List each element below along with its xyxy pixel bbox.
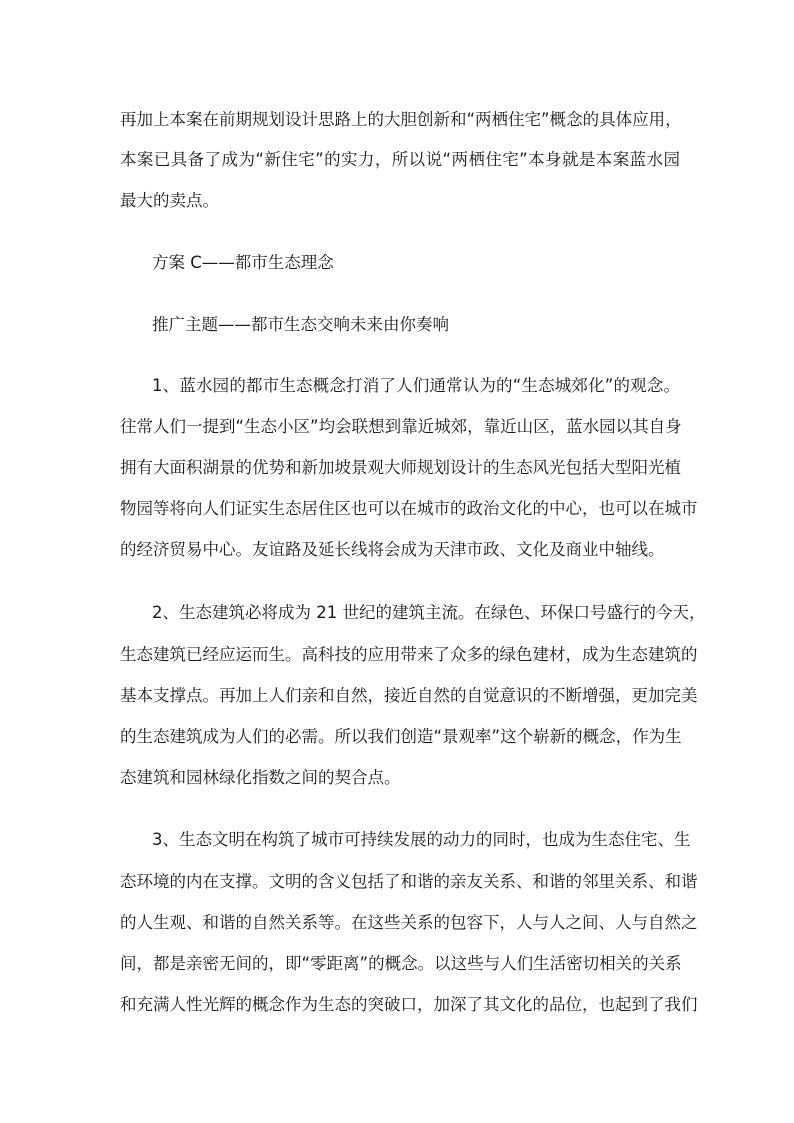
paragraph-2-line-5: 的经济贸易中心。友谊路及延长线将会成为天津市政、文化及商业中轴线。 [120, 540, 665, 559]
paragraph-1-line-2: 本案已具备了成为“新住宅”的实力，所以说“两栖住宅”本身就是本案蓝水园 [120, 150, 680, 169]
paragraph-2-line-3: 拥有大面积湖景的优势和新加坡景观大师规划设计的生态风光包括大型阳光植 [120, 458, 681, 477]
paragraph-2-line-2: 往常人们一提到“生态小区”均会联想到靠近城郊，靠近山区，蓝水园以其自身 [120, 417, 682, 436]
paragraph-4-line-3: 的人生观、和谐的自然关系等。在这些关系的包容下，人与人之间、人与自然之 [120, 913, 698, 932]
paragraph-1-line-1: 再加上本案在前期规划设计思路上的大胆创新和“两栖住宅”概念的具体应用， [120, 110, 682, 129]
paragraph-2-line-1: 1、蓝水园的都市生态概念打消了人们通常认为的“生态城郊化”的观念。 [152, 376, 680, 395]
paragraph-3-line-4: 的生态建筑成为人们的必需。所以我们创造“景观率”这个崭新的概念，作为生 [120, 727, 682, 746]
paragraph-1-line-3: 最大的卖点。 [120, 191, 219, 210]
paragraph-4-line-2: 态环境的内在支撑。文明的含义包括了和谐的亲友关系、和谐的邻里关系、和谐 [120, 872, 698, 891]
paragraph-4-line-1: 3、生态文明在构筑了城市可持续发展的动力的同时，也成为生态住宅、生 [152, 830, 691, 849]
paragraph-4-line-4: 间，都是亲密无间的，即“零距离”的概念。以这些与人们生活密切相关的关系 [120, 954, 682, 973]
paragraph-3-line-1: 2、生态建筑必将成为 21 世纪的建筑主流。在绿色、环保口号盛行的今天， [152, 603, 706, 622]
theme-heading: 推广主题——都市生态交响未来由你奏响 [152, 315, 449, 334]
paragraph-2-line-4: 物园等将向人们证实生态居住区也可以在城市的政治文化的中心，也可以在城市 [120, 499, 698, 518]
paragraph-4-line-5: 和充满人性光辉的概念作为生态的突破口，加深了其文化的品位，也起到了我们 [120, 995, 698, 1014]
paragraph-3-line-2: 生态建筑已经应运而生。高科技的应用带来了众多的绿色建材，成为生态建筑的 [120, 645, 698, 664]
paragraph-3-line-3: 基本支撑点。再加上人们亲和自然，接近自然的自觉意识的不断增强，更加完美 [120, 686, 698, 705]
paragraph-3-line-5: 态建筑和园林绿化指数之间的契合点。 [120, 768, 401, 787]
plan-heading: 方案 C——都市生态理念 [152, 253, 334, 272]
